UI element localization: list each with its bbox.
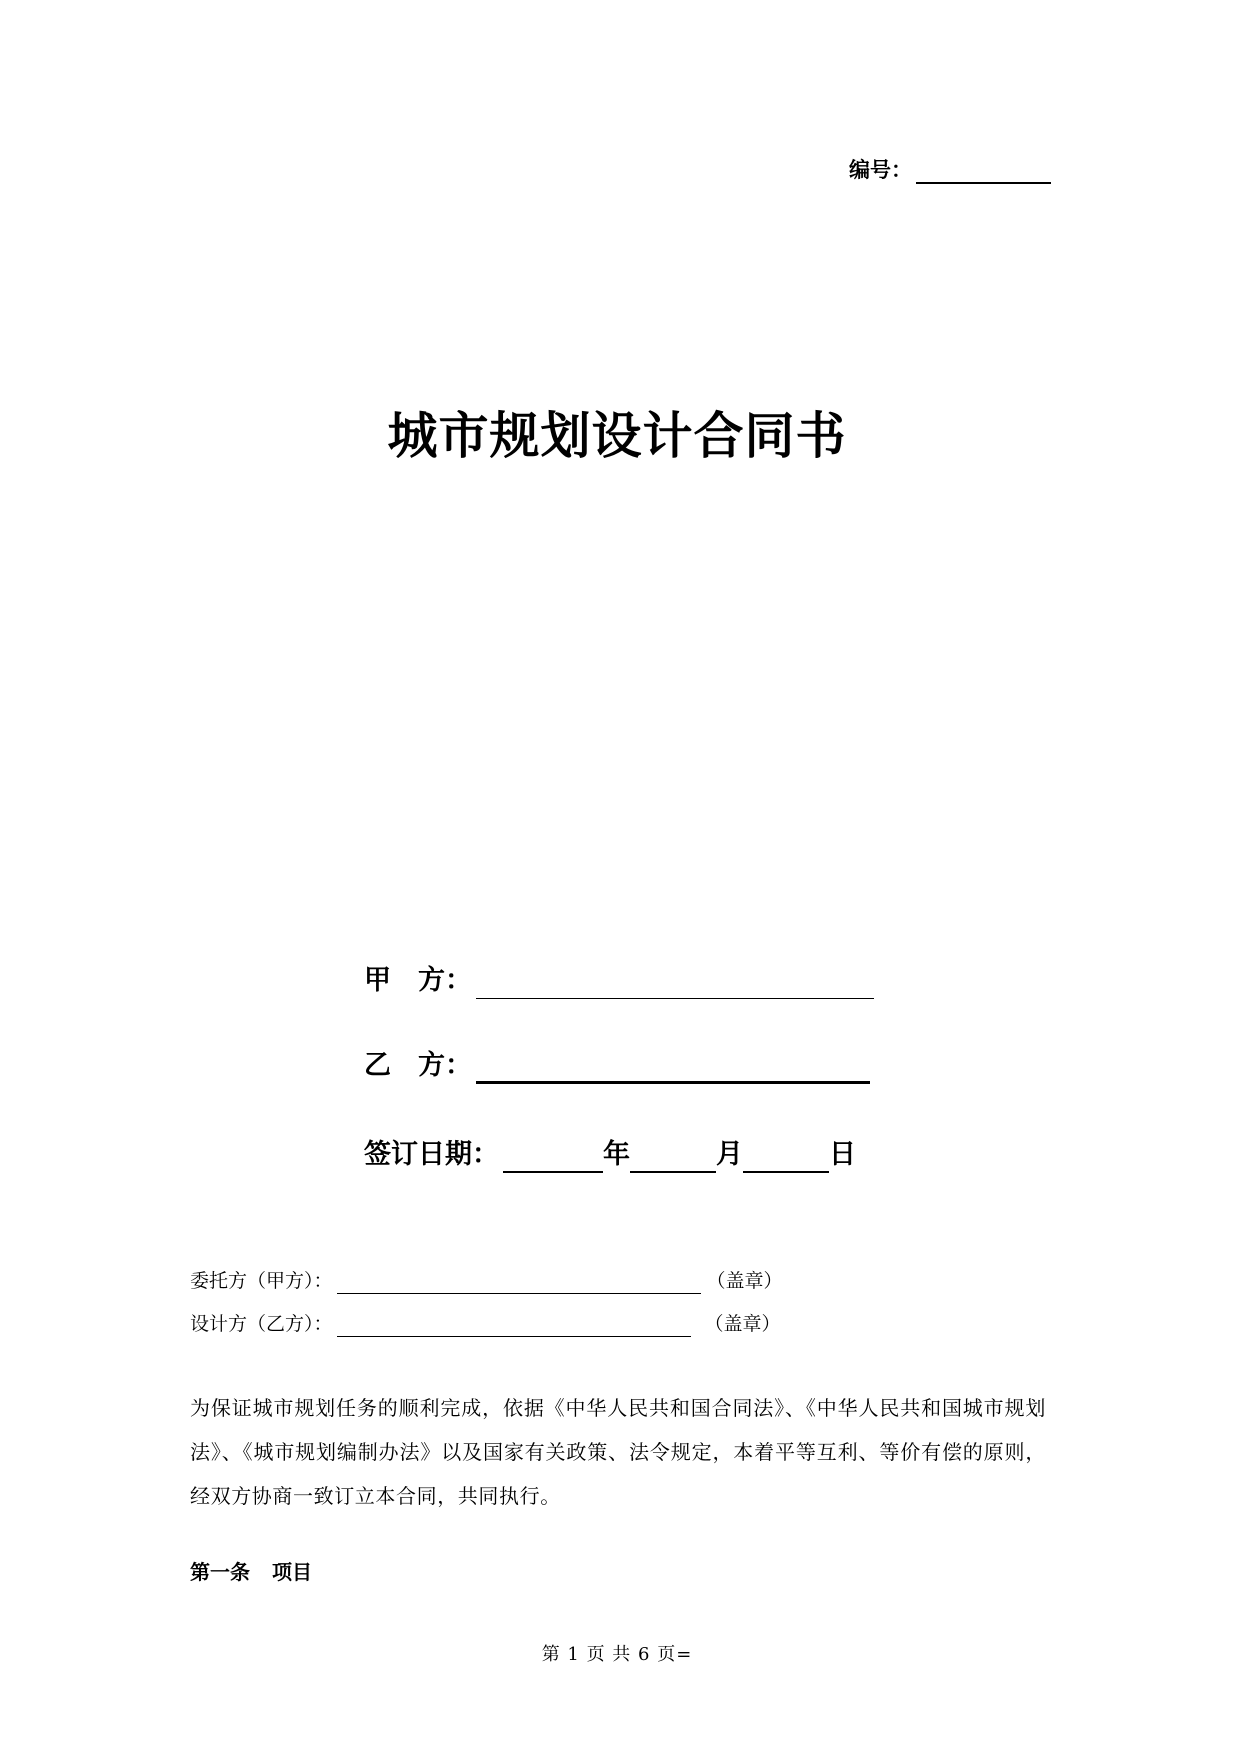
sign-date-row [364, 1137, 856, 1173]
preamble-paragraph: 为保证城市规划任务的顺利完成，依据《中华人民共和国合同法》、《中华人民共和国城市规划法》、《城市规划编制办法》以及国家有关政策、法令规定，本着平等互利、等价有偿的原则，经双方协商一致订立本合同，共同执行。 [190, 1396, 1046, 1508]
client-seal-note: （盖章） [706, 1270, 783, 1292]
month-blank [630, 1143, 716, 1173]
client-seal-row [190, 1268, 783, 1294]
contract-number-label: 编号： [849, 158, 912, 182]
article-1-number: 第一条 [190, 1560, 250, 1584]
year-blank [503, 1143, 603, 1173]
day-blank [743, 1143, 829, 1173]
client-blank [337, 1273, 701, 1294]
party-b-row [364, 1048, 870, 1084]
article-1-title: 项目 [272, 1560, 312, 1584]
month-label: 月 [716, 1139, 743, 1170]
designer-label: 设计方（乙方）： [190, 1313, 333, 1335]
party-a-blank [476, 970, 874, 999]
designer-seal-note: （盖章） [704, 1313, 781, 1335]
party-b-label: 乙 方： [364, 1050, 472, 1081]
party-b-blank [476, 1053, 870, 1084]
client-label: 委托方（甲方）： [190, 1270, 333, 1292]
contract-number-line [849, 156, 1051, 184]
sign-date-label: 签订日期： [364, 1139, 499, 1170]
party-a-row [364, 963, 874, 999]
year-label: 年 [603, 1139, 630, 1170]
document-title: 城市规划设计合同书 [387, 406, 847, 465]
day-label: 日 [829, 1139, 856, 1170]
article-1-heading [190, 1558, 312, 1586]
designer-blank [337, 1316, 691, 1337]
party-a-label: 甲 方： [364, 965, 472, 996]
page-footer: 第 1 页 共 6 页= [541, 1644, 693, 1665]
designer-seal-row [190, 1311, 781, 1337]
contract-number-blank [916, 162, 1051, 184]
